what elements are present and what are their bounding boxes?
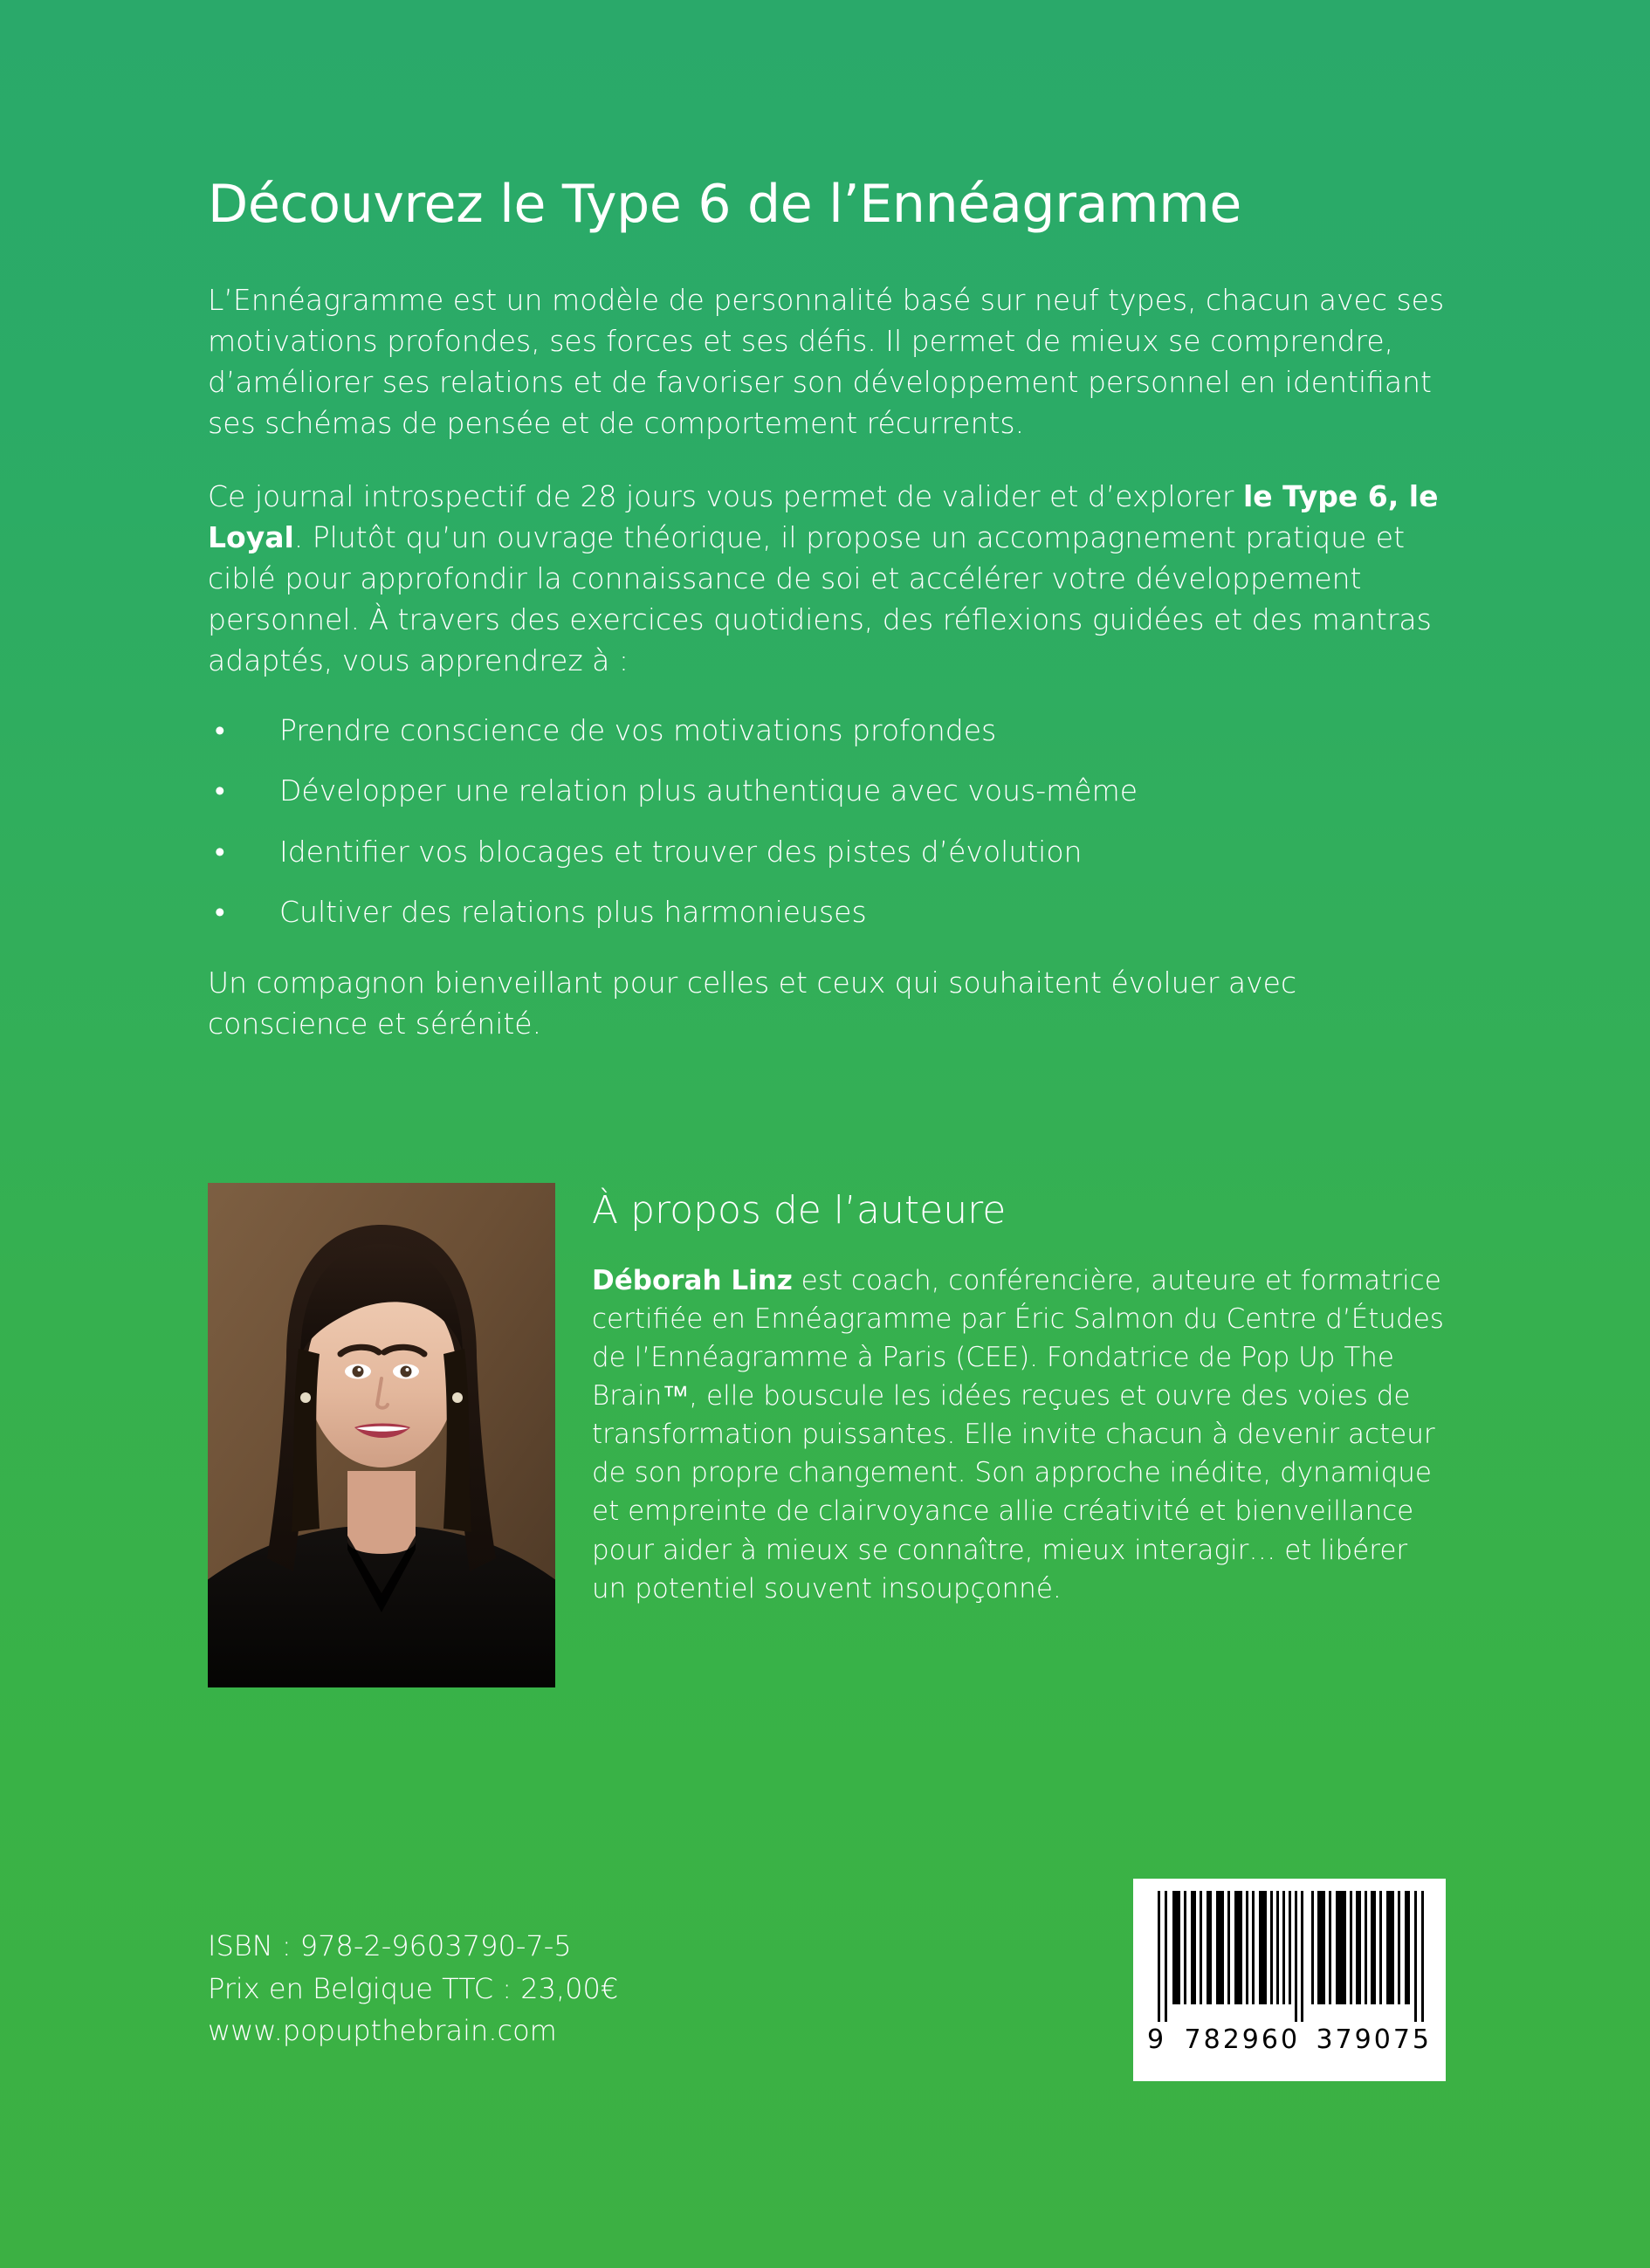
author-section [208,1183,1447,1687]
intro-paragraph-2 [208,477,1447,681]
barcode [1133,1879,1446,2081]
page-title: Découvrez le Type 6 de l’Ennéagramme [208,174,1241,235]
list-item [208,772,1447,810]
author-name: Déborah Linz [592,1265,793,1297]
list-item-label: Identifier vos blocages et trouver des pistes d’évolution [279,834,1083,869]
barcode-digits [1144,2022,1435,2053]
barcode-right-group: 379075 [1316,2024,1432,2055]
list-item [208,893,1447,931]
isbn-text: ISBN : 978-2-9603790-7-5 [208,1929,572,1962]
author-bio-text: est coach, conférencière, auteure et formatrice certifiée en Ennéagramme par Éric Salmon du Centre d’Études de l’Ennéagramme à Paris (CEE). Fondatrice de Pop Up The Brain™, elle bouscule les idées reçues et ouvre des voies de transformation puissantes. Elle invite chacun à devenir acteur de son propre changement. Son approche inédite, dynamique et empreinte de clairvoyance allie créativité et bienveillance pour aider à mieux se connaître, mieux interagir… et libérer un potentiel souvent insoupçonné. [592,1265,1444,1605]
bullet-icon: • [215,773,225,808]
author-bio [592,1261,1447,1607]
closing-paragraph: Un compagnon bienveillant pour celles et ceux qui souhaitent évoluer avec conscience et sérénité. [208,965,1297,1041]
intro-paragraph-1: L’Ennéagramme est un modèle de personnalité basé sur neuf types, chacun avec ses motivations profondes, ses forces et ses défis. Il permet de mieux se comprendre, d’améliorer ses relations et de favoriser son développement personnel en identifiant ses schémas de pensée et de comportement récurrents. [208,283,1445,440]
list-item-label: Prendre conscience de vos motivations profondes [279,712,997,747]
bullet-icon: • [215,895,225,930]
list-item [208,711,1447,750]
website-text: www.popupthebrain.com [208,2014,557,2048]
footer-info [208,1925,618,2052]
bullet-icon: • [215,834,225,869]
benefits-list [208,711,1447,931]
barcode-left-group: 782960 [1184,2024,1301,2055]
avatar [208,1183,555,1687]
main-content [208,175,1447,1078]
barcode-bars-icon [1144,1891,1435,2022]
intro-paragraph-2-tail: . Plutôt qu’un ouvrage théorique, il propose un accompagnement pratique et ciblé pour approfondir la connaissance de soi et accélérer votre développement personnel. À travers des exercices quotidiens, des réflexions guidées et des mantras adaptés, vous apprendrez à : [208,520,1432,677]
author-portrait-icon [208,1183,555,1687]
price-text: Prix en Belgique TTC : 23,00€ [208,1971,619,2005]
list-item-label: Développer une relation plus authentique avec vous-même [279,773,1138,808]
type-highlight: le Type 6, le Loyal [208,479,1439,555]
list-item-label: Cultiver des relations plus harmonieuses [279,895,867,930]
bullet-icon: • [215,712,225,747]
author-text-block [592,1183,1447,1608]
list-item [208,833,1447,871]
intro-paragraph-2-lead: Ce journal introspectif de 28 jours vous permet de valider et d’explorer [208,479,1243,514]
author-heading: À propos de l’auteure [592,1188,1007,1233]
barcode-lead-digit: 9 [1147,2024,1165,2055]
